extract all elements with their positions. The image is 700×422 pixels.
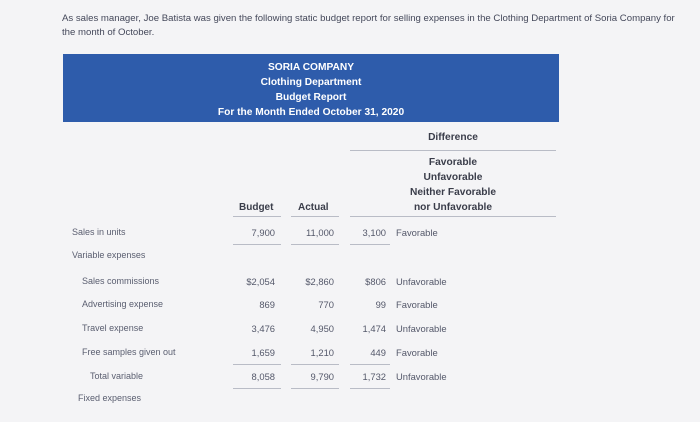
total-rule — [233, 244, 281, 245]
neither-heading-line1: Neither Favorable — [409, 187, 497, 198]
difference-head-rule — [350, 216, 556, 217]
total-rule — [350, 364, 390, 365]
budget-value: 8,058 — [251, 371, 275, 382]
difference-value: $806 — [365, 276, 386, 287]
total-rule — [233, 364, 281, 365]
budget-value: $2,054 — [246, 276, 275, 287]
row-label: Fixed expenses — [78, 393, 142, 403]
intro-text: As sales manager, Joe Batista was given the following static budget report for selling expenses in the Clothing Department of Soria Company for the month of October. — [62, 13, 675, 38]
budget-value: 7,900 — [251, 227, 275, 238]
department-name: Clothing Department — [260, 77, 362, 88]
total-rule — [291, 388, 339, 389]
actual-head-rule — [291, 216, 339, 217]
actual-value: $2,860 — [305, 276, 334, 287]
difference-status: Unfavorable — [396, 276, 447, 287]
difference-status: Favorable — [396, 347, 438, 358]
total-rule — [291, 244, 339, 245]
actual-heading: Actual — [298, 202, 329, 213]
report-name: Budget Report — [275, 92, 347, 103]
difference-status: Unfavorable — [396, 371, 447, 382]
unfavorable-heading: Unfavorable — [423, 172, 483, 183]
row-label: Variable expenses — [72, 250, 146, 260]
difference-value: 1,732 — [362, 371, 386, 382]
difference-rule — [350, 150, 556, 151]
favorable-heading: Favorable — [428, 157, 478, 168]
budget-value: 1,659 — [251, 347, 275, 358]
difference-value: 449 — [370, 347, 386, 358]
actual-value: 4,950 — [310, 323, 334, 334]
budget-value: 3,476 — [251, 323, 275, 334]
report-period: For the Month Ended October 31, 2020 — [217, 107, 405, 118]
budget-value: 869 — [259, 299, 275, 310]
difference-value: 3,100 — [362, 227, 386, 238]
row-label: Sales commissions — [82, 276, 160, 286]
budget-heading: Budget — [239, 202, 274, 213]
actual-value: 11,000 — [306, 227, 334, 238]
row-label: Free samples given out — [82, 347, 176, 357]
row-label: Sales in units — [72, 227, 126, 237]
difference-status: Favorable — [396, 227, 438, 238]
actual-value: 9,790 — [310, 371, 334, 382]
budget-head-rule — [233, 216, 281, 217]
difference-value: 1,474 — [362, 323, 386, 334]
row-label: Travel expense — [82, 323, 144, 333]
difference-heading: Difference — [428, 132, 478, 143]
difference-status: Favorable — [396, 299, 438, 310]
total-rule — [350, 388, 390, 389]
row-label: Advertising expense — [82, 299, 164, 309]
difference-status: Unfavorable — [396, 323, 447, 334]
actual-value: 770 — [318, 299, 334, 310]
neither-heading-line2: nor Unfavorable — [413, 202, 493, 213]
difference-value: 99 — [375, 299, 386, 310]
report-header — [63, 54, 559, 122]
total-rule — [291, 364, 339, 365]
row-label: Total variable — [90, 371, 144, 381]
total-rule — [350, 244, 390, 245]
actual-value: 1,210 — [310, 347, 334, 358]
total-rule — [233, 388, 281, 389]
company-name: SORIA COMPANY — [267, 62, 355, 73]
